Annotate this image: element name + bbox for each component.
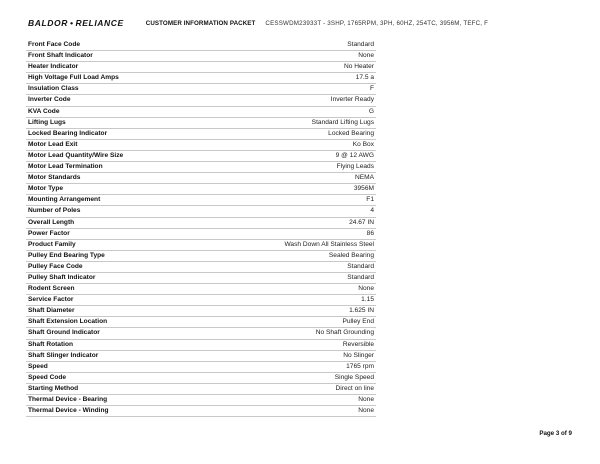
spec-key: Speed Code <box>26 372 223 383</box>
spec-value: Standard <box>223 261 377 272</box>
spec-key: Motor Lead Exit <box>26 139 223 150</box>
spec-key: Thermal Device - Winding <box>26 406 223 417</box>
spec-row <box>26 295 376 306</box>
spec-key: Product Family <box>26 239 223 250</box>
spec-value: Standard Lifting Lugs <box>223 117 377 128</box>
spec-value: Standard <box>223 272 377 283</box>
spec-key: Shaft Diameter <box>26 306 223 317</box>
spec-row <box>26 284 376 295</box>
spec-key: Motor Lead Termination <box>26 162 223 173</box>
spec-row <box>26 150 376 161</box>
spec-key: Mounting Arrangement <box>26 195 223 206</box>
spec-key: Pulley Face Code <box>26 261 223 272</box>
spec-value: 17.5 a <box>223 73 377 84</box>
spec-value: 1.15 <box>223 295 377 306</box>
spec-key: Front Shaft Indicator <box>26 51 223 62</box>
catalog-description: CESSWDM23933T - 3SHP, 1765RPM, 3PH, 60HZ, 254TC, 3956M, TEFC, F <box>265 19 489 27</box>
spec-row <box>26 250 376 261</box>
spec-row <box>26 195 376 206</box>
brand-left: BALDOR <box>28 18 68 28</box>
spec-key: Lifting Lugs <box>26 117 223 128</box>
spec-value: NEMA <box>223 173 377 184</box>
document-header <box>28 16 588 30</box>
spec-value: 86 <box>223 228 377 239</box>
spec-value: Pulley End <box>223 317 377 328</box>
page-number: Page 3 of 9 <box>539 430 572 437</box>
spec-row <box>26 217 376 228</box>
spec-row <box>26 328 376 339</box>
spec-row <box>26 406 376 417</box>
spec-row <box>26 84 376 95</box>
spec-key: KVA Code <box>26 106 223 117</box>
spec-row <box>26 117 376 128</box>
spec-value: No Shaft Grounding <box>223 328 377 339</box>
spec-value: G <box>223 106 377 117</box>
spec-row <box>26 239 376 250</box>
spec-value: 1.625 IN <box>223 306 377 317</box>
spec-row <box>26 272 376 283</box>
spec-value: None <box>223 51 377 62</box>
spec-row <box>26 95 376 106</box>
spec-row <box>26 261 376 272</box>
spec-key: Insulation Class <box>26 84 223 95</box>
spec-table <box>26 40 376 417</box>
spec-row <box>26 206 376 217</box>
spec-value: Wash Down All Stainless Steel <box>223 239 377 250</box>
spec-key: Number of Poles <box>26 206 223 217</box>
spec-value: 9 @ 12 AWG <box>223 150 377 161</box>
spec-key: Shaft Slinger Indicator <box>26 350 223 361</box>
spec-row <box>26 73 376 84</box>
spec-key: Motor Type <box>26 184 223 195</box>
spec-value: Sealed Bearing <box>223 250 377 261</box>
spec-key: Locked Bearing Indicator <box>26 128 223 139</box>
spec-value: None <box>223 395 377 406</box>
spec-table-body <box>26 40 376 417</box>
spec-row <box>26 62 376 73</box>
spec-key: Heater Indicator <box>26 62 223 73</box>
spec-value: No Slinger <box>223 350 377 361</box>
spec-row <box>26 40 376 51</box>
spec-value: Direct on line <box>223 383 377 394</box>
spec-value: F1 <box>223 195 377 206</box>
spec-row <box>26 383 376 394</box>
brand-separator: • <box>69 18 74 28</box>
spec-value: Flying Leads <box>223 162 377 173</box>
spec-key: Motor Standards <box>26 173 223 184</box>
spec-key: Overall Length <box>26 217 223 228</box>
spec-value: 1765 rpm <box>223 361 377 372</box>
spec-row <box>26 184 376 195</box>
spec-value: 3956M <box>223 184 377 195</box>
spec-row <box>26 317 376 328</box>
spec-key: Power Factor <box>26 228 223 239</box>
spec-value: Locked Bearing <box>223 128 377 139</box>
spec-row <box>26 139 376 150</box>
spec-value: 24.67 IN <box>223 217 377 228</box>
spec-row <box>26 395 376 406</box>
spec-row <box>26 128 376 139</box>
brand-logo <box>28 18 124 28</box>
spec-value: No Heater <box>223 62 377 73</box>
spec-key: Pulley Shaft Indicator <box>26 272 223 283</box>
spec-row <box>26 306 376 317</box>
spec-value: None <box>223 406 377 417</box>
spec-key: Pulley End Bearing Type <box>26 250 223 261</box>
spec-value: Standard <box>223 40 377 51</box>
spec-row <box>26 162 376 173</box>
spec-value: Inverter Ready <box>223 95 377 106</box>
spec-value: F <box>223 84 377 95</box>
spec-key: Shaft Extension Location <box>26 317 223 328</box>
spec-key: Rodent Screen <box>26 284 223 295</box>
spec-row <box>26 339 376 350</box>
spec-key: Shaft Rotation <box>26 339 223 350</box>
spec-value: 4 <box>223 206 377 217</box>
spec-key: Speed <box>26 361 223 372</box>
spec-row <box>26 173 376 184</box>
spec-key: Service Factor <box>26 295 223 306</box>
brand-right: RELIANCE <box>75 18 124 28</box>
spec-key: High Voltage Full Load Amps <box>26 73 223 84</box>
spec-value: Reversible <box>223 339 377 350</box>
spec-value: Single Speed <box>223 372 377 383</box>
packet-title: CUSTOMER INFORMATION PACKET <box>145 19 256 27</box>
spec-key: Motor Lead Quantity/Wire Size <box>26 150 223 161</box>
spec-key: Shaft Ground Indicator <box>26 328 223 339</box>
spec-row <box>26 372 376 383</box>
spec-key: Thermal Device - Bearing <box>26 395 223 406</box>
spec-value: None <box>223 284 377 295</box>
spec-key: Inverter Code <box>26 95 223 106</box>
spec-value: Ko Box <box>223 139 377 150</box>
spec-row <box>26 106 376 117</box>
spec-row <box>26 350 376 361</box>
spec-row <box>26 361 376 372</box>
spec-row <box>26 51 376 62</box>
spec-key: Starting Method <box>26 383 223 394</box>
spec-row <box>26 228 376 239</box>
spec-key: Front Face Code <box>26 40 223 51</box>
